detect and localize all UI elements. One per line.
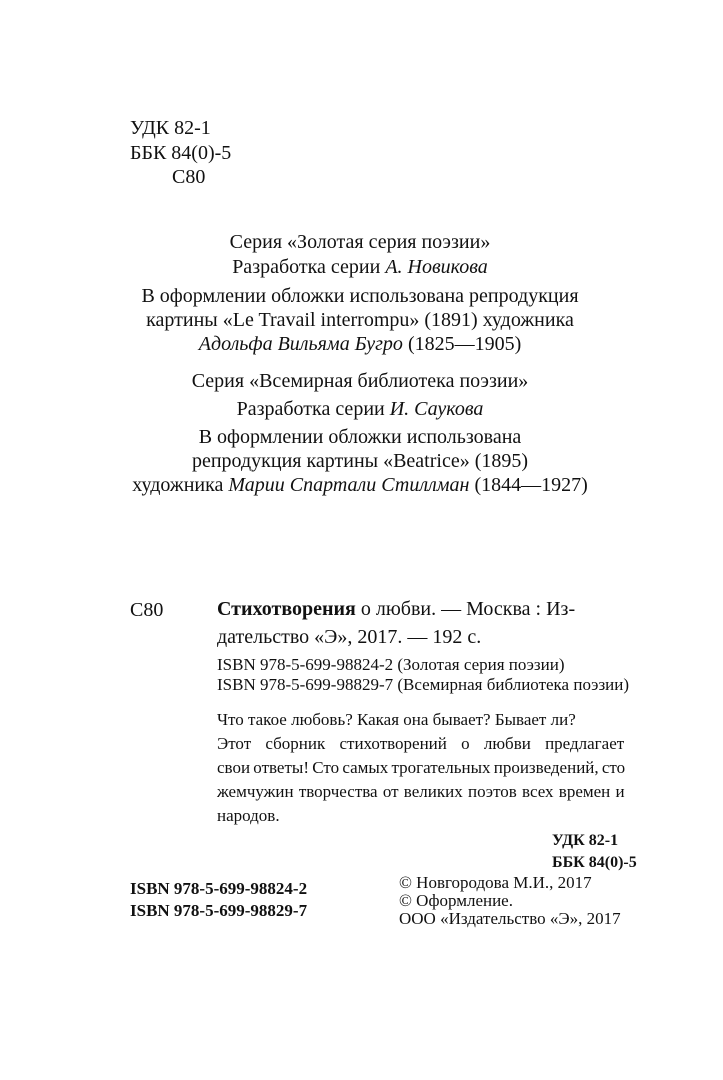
catalog-isbn-block bbox=[217, 654, 629, 694]
footer-isbn2: ISBN 978-5-699-98829-7 bbox=[130, 901, 308, 920]
catalog-udk: УДК 82-1 bbox=[552, 832, 619, 849]
annotation-line: Этот сборник стихотворений о любви предлагает bbox=[217, 734, 625, 753]
series1-cover-line1: В оформлении обложки использована репродукция bbox=[141, 285, 579, 307]
series1-block bbox=[110, 230, 610, 356]
series1-title bbox=[110, 230, 610, 255]
series2-dev-name: И. Саукова bbox=[389, 398, 484, 420]
series1-dev-name: А. Новикова bbox=[385, 256, 488, 278]
annotation-line: Что такое любовь? Какая она бывает? Бывает ли? bbox=[217, 710, 576, 729]
annotation-line: свои ответы! Сто самых трогательных произведений, сто bbox=[217, 758, 626, 777]
series2-artist-prefix: художника bbox=[132, 474, 224, 496]
catalog-title-rest: о любви. — Москва : Из- bbox=[360, 598, 576, 620]
series2-name: «Всемирная библиотека поэзии» bbox=[249, 370, 529, 392]
series2-block bbox=[110, 369, 610, 497]
series2-artist bbox=[110, 473, 610, 497]
catalog-isbn-line1: ISBN 978-5-699-98824-2 (Золотая серия поэзии) bbox=[217, 655, 565, 674]
series2-dev bbox=[110, 397, 610, 425]
series2-artist-years: (1844—1927) bbox=[474, 474, 588, 496]
series2-cover-line1: В оформлении обложки использована bbox=[198, 426, 522, 448]
annotation-line: народов. bbox=[217, 806, 280, 825]
series1-name: «Золотая серия поэзии» bbox=[287, 231, 491, 253]
series1-cover-line2: картины «Le Travail interrompu» (1891) художника bbox=[146, 309, 574, 331]
series2-cover-line2: репродукция картины «Beatrice» (1895) bbox=[191, 450, 529, 472]
catalog-title-line2: дательство «Э», 2017. — 192 с. bbox=[217, 626, 482, 648]
catalog-title-bold: Стихотворения bbox=[217, 598, 356, 620]
series1-prefix: Серия bbox=[229, 231, 283, 253]
udk-top: УДК 82-1 bbox=[130, 117, 211, 139]
catalog-bbk: ББК 84(0)-5 bbox=[552, 854, 637, 871]
catalog-title-block bbox=[217, 597, 647, 651]
series2-dev-prefix: Разработка серии bbox=[236, 398, 385, 420]
series2-prefix: Серия bbox=[191, 370, 245, 392]
catalog-annotation bbox=[217, 709, 642, 829]
author-mark-top: С80 bbox=[172, 166, 206, 188]
copyright-author: © Новгородова М.И., 2017 bbox=[399, 873, 592, 892]
bbk-top: ББК 84(0)-5 bbox=[130, 142, 232, 164]
copyright-design: © Оформление. bbox=[399, 891, 513, 910]
catalog-mark: С80 bbox=[130, 599, 164, 621]
series1-artist bbox=[110, 332, 610, 356]
series1-artist-years: (1825—1905) bbox=[407, 333, 522, 355]
series1-dev bbox=[110, 255, 610, 284]
annotation-line: жемчужин творчества от великих поэтов всех времен и bbox=[217, 782, 625, 801]
series2-artist-name: Марии Спартали Стиллман bbox=[228, 474, 470, 496]
catalog-title-line1 bbox=[217, 597, 647, 625]
series1-dev-prefix: Разработка серии bbox=[232, 256, 381, 278]
series2-title bbox=[110, 369, 610, 397]
footer-isbn1: ISBN 978-5-699-98824-2 bbox=[130, 879, 308, 898]
copyright-publisher: ООО «Издательство «Э», 2017 bbox=[399, 909, 621, 928]
catalog-isbn-line2: ISBN 978-5-699-98829-7 (Всемирная библиотека поэзии) bbox=[217, 675, 630, 694]
series1-artist-name: Адольфа Вильяма Бугро bbox=[198, 333, 403, 355]
